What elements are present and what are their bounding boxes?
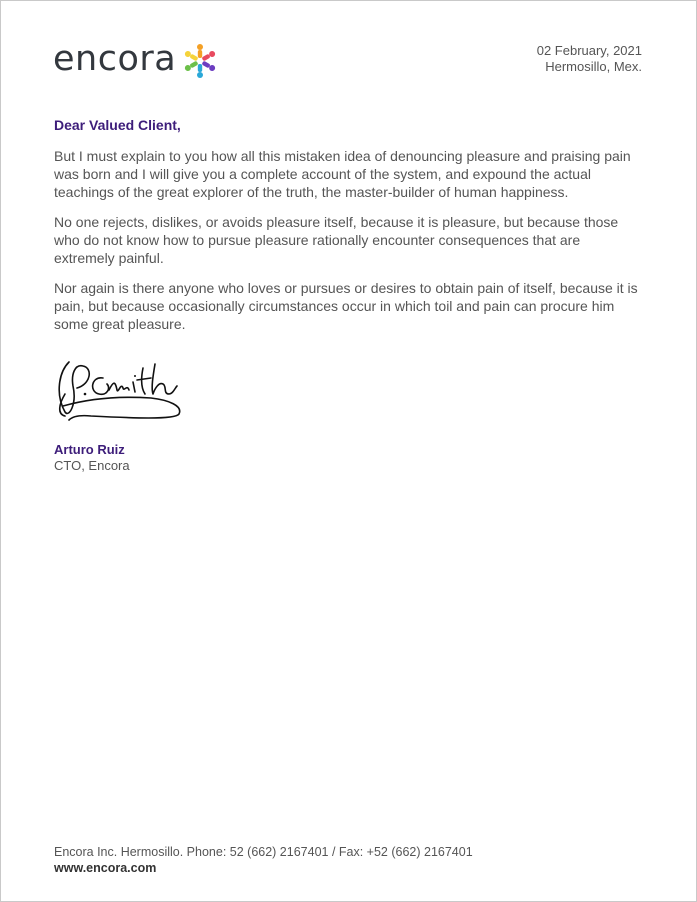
letter-body: [54, 147, 644, 345]
paragraph: No one rejects, dislikes, or avoids pleasure itself, because it is pleasure, but because those who do not know how to pursue pleasure rationally encounter consequences that are extremely painful.: [54, 214, 619, 266]
footer-website-link[interactable]: www.encora.com: [54, 861, 157, 875]
paragraph: Nor again is there anyone who loves or pursues or desires to obtain pain of itself, because it is pain, but because occasionally circumstances occur in which toil and pain can procure him some great pleasure.: [54, 280, 638, 332]
handwritten-signature: [51, 354, 191, 429]
logo-wordmark: encora: [53, 39, 177, 79]
date-location: [537, 43, 642, 75]
salutation: Dear Valued Client,: [54, 117, 181, 133]
encora-logo: [53, 39, 218, 79]
letter-date: 02 February, 2021: [536, 43, 642, 58]
paragraph: But I must explain to you how all this mistaken idea of denouncing pleasure and praising pain was born and I will give you a complete account of the system, and expound the actual teachings of the great explorer of the truth, the master-builder of human happiness.: [54, 148, 631, 200]
signer-name: Arturo Ruiz: [54, 442, 125, 457]
signer-title: CTO, Encora: [54, 458, 130, 473]
encora-figures-icon: [182, 43, 218, 79]
letter-location: Hermosillo, Mex.: [545, 59, 642, 74]
footer-contact: Encora Inc. Hermosillo. Phone: 52 (662) 2167401 / Fax: +52 (662) 2167401: [54, 845, 473, 859]
